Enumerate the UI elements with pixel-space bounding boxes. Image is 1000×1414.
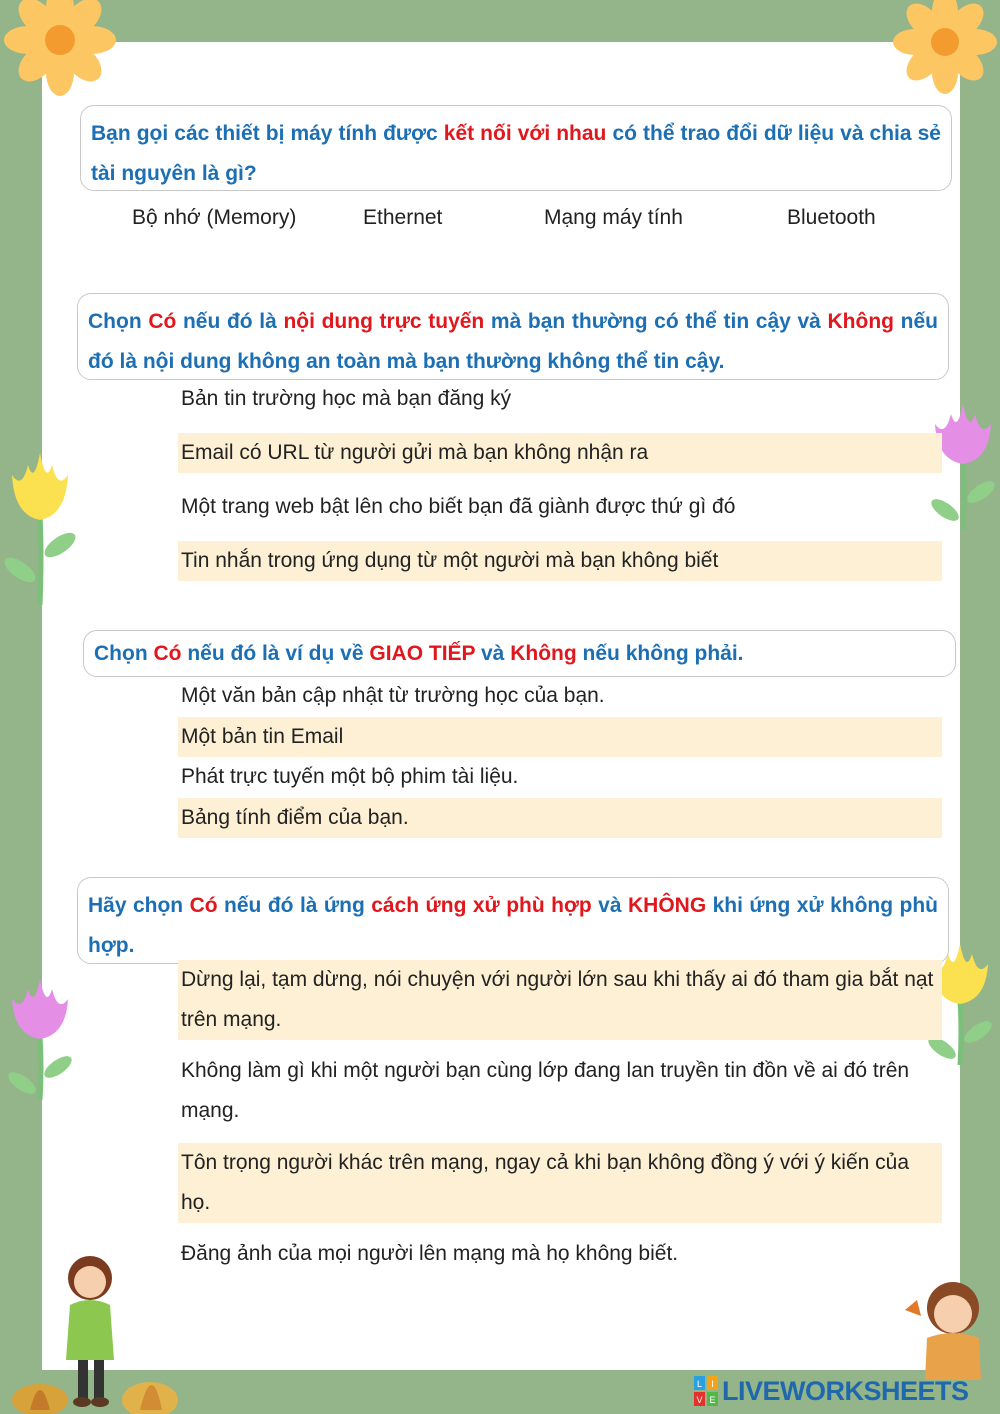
- question-4-segment: Có: [189, 894, 218, 917]
- question-3-segment: nếu không phải.: [576, 642, 744, 665]
- orange-flower-top-left-icon: [0, 0, 130, 100]
- question-2-box: [77, 293, 949, 380]
- question-3-item-3[interactable]: Phát trực tuyến một bộ phim tài liệu.: [181, 765, 519, 788]
- question-2-item-3[interactable]: Một trang web bật lên cho biết bạn đã giành được thứ gì đó: [181, 495, 736, 518]
- question-3-text: [94, 634, 945, 674]
- pink-tulip-left-icon: [0, 975, 80, 1100]
- question-4-item-2[interactable]: Không làm gì khi một người bạn cùng lớp đang lan truyền tin đồn về ai đó trên mạng.: [181, 1059, 910, 1122]
- choice-bluetooth[interactable]: Bluetooth: [787, 206, 876, 229]
- question-2-text: [88, 302, 938, 382]
- logo-mark-v: V: [696, 1395, 703, 1405]
- question-2-segment: nội dung trực tuyến: [283, 310, 485, 333]
- question-1-segment: Bạn gọi các thiết bị máy tính được: [91, 122, 444, 145]
- question-4-text: [88, 886, 938, 966]
- question-1-box: [80, 105, 952, 191]
- question-4-segment: khi ứng xử không phù hợp.: [88, 894, 938, 957]
- question-4-item-3[interactable]: Tôn trọng người khác trên mạng, ngay cả khi bạn không đồng ý với ý kiến của họ.: [178, 1143, 942, 1223]
- question-1-segment: kết nối với nhau: [443, 122, 607, 145]
- question-4-item-4[interactable]: Đăng ảnh của mọi người lên mạng mà họ không biết.: [181, 1242, 679, 1265]
- question-2-segment: Không: [827, 310, 894, 333]
- logo-mark-i: I: [711, 1379, 714, 1389]
- question-3-item-2[interactable]: Một bản tin Email: [178, 717, 942, 757]
- yellow-tulip-left-icon: [0, 445, 85, 605]
- question-2-segment: Chọn: [88, 310, 149, 333]
- question-1-text: [91, 114, 941, 194]
- liveworksheets-logo: [694, 1374, 969, 1408]
- question-4-segment: cách ứng xử phù hợp: [371, 894, 592, 917]
- question-2-item-2[interactable]: Email có URL từ người gửi mà bạn không nhận ra: [178, 433, 942, 473]
- question-2-segment: mà bạn thường có thể tin cậy và: [484, 310, 828, 333]
- choice-memory[interactable]: Bộ nhớ (Memory): [132, 206, 297, 229]
- question-2-segment: Có: [148, 310, 177, 333]
- question-2-segment: nếu đó là nội dung không an toàn mà bạn thường không thể tin cậy.: [88, 310, 938, 373]
- orange-flower-top-right-icon: [880, 0, 1000, 102]
- question-3-segment: Có: [153, 642, 182, 665]
- girl-character-icon: [10, 1250, 180, 1414]
- logo-mark-l: L: [696, 1379, 703, 1389]
- liveworksheets-mark-icon: [694, 1376, 718, 1406]
- question-4-segment: KHÔNG: [628, 894, 707, 917]
- question-3-box: [83, 630, 956, 677]
- choice-ethernet[interactable]: Ethernet: [363, 206, 443, 229]
- logo-mark-e: E: [709, 1395, 716, 1405]
- question-3-item-4[interactable]: Bảng tính điểm của bạn.: [178, 798, 942, 838]
- question-3-item-1[interactable]: Một văn bản cập nhật từ trường học của bạn.: [181, 684, 605, 707]
- question-3-segment: Không: [510, 642, 577, 665]
- question-4-segment: nếu đó là ứng: [217, 894, 372, 917]
- boy-character-icon: [895, 1270, 995, 1380]
- question-3-segment: nếu đó là ví dụ về: [181, 642, 370, 665]
- question-3-segment: và: [475, 642, 511, 665]
- question-4-item-1[interactable]: Dừng lại, tạm dừng, nói chuyện với người lớn sau khi thấy ai đó tham gia bắt nạt trên mạng.: [178, 960, 942, 1040]
- question-1-choices: [0, 206, 1000, 240]
- question-2-segment: nếu đó là: [176, 310, 284, 333]
- question-3-segment: Chọn: [94, 642, 154, 665]
- question-2-item-1[interactable]: Bản tin trường học mà bạn đăng ký: [181, 387, 512, 410]
- question-1-segment: có thể trao đổi dữ liệu và chia sẻ tài nguyên là gì?: [91, 122, 941, 185]
- question-3-segment: GIAO TIẾP: [369, 642, 476, 665]
- question-4-segment: Hãy chọn: [88, 894, 190, 917]
- choice-computer-network[interactable]: Mạng máy tính: [544, 206, 683, 229]
- question-4-box: [77, 877, 949, 964]
- logo-text: LIVEWORKSHEETS: [722, 1375, 969, 1406]
- question-4-segment: và: [591, 894, 628, 917]
- question-2-item-4[interactable]: Tin nhắn trong ứng dụng từ một người mà bạn không biết: [178, 541, 942, 581]
